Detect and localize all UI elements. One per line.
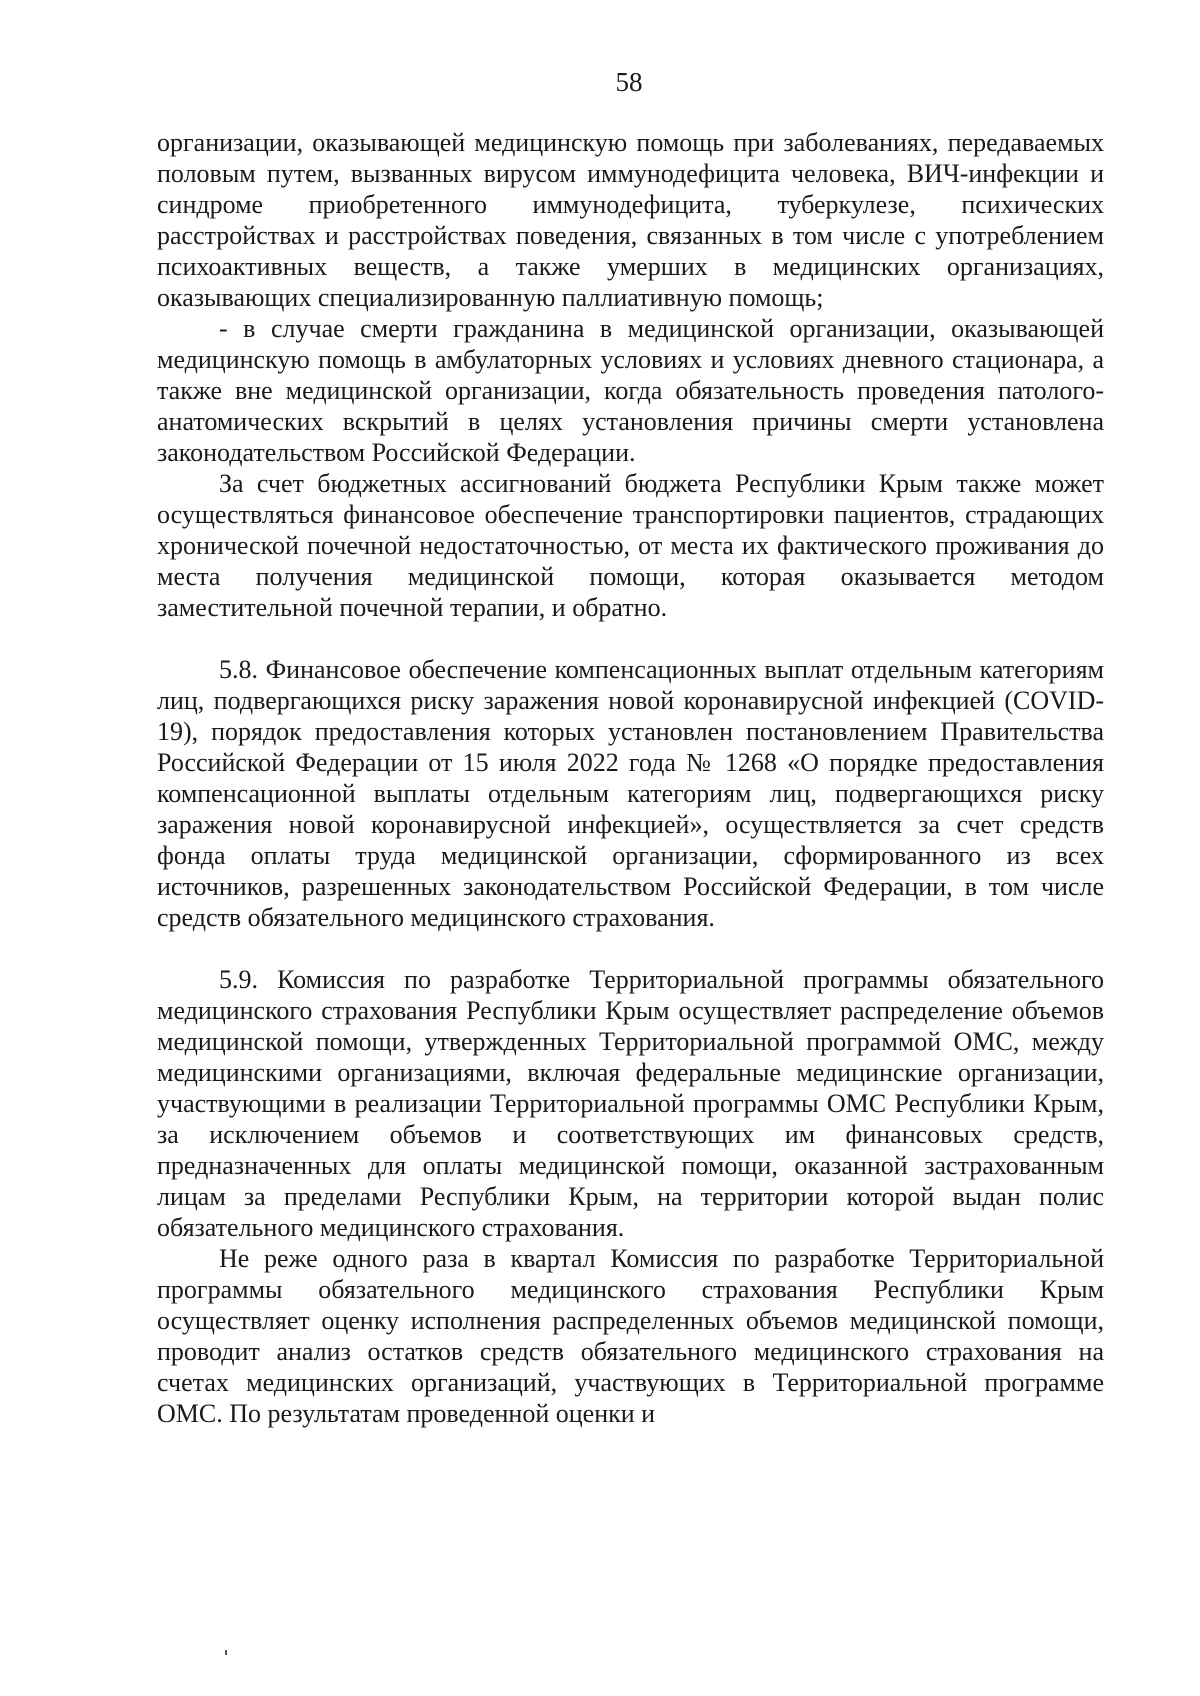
scan-artifact (225, 1650, 227, 1655)
paragraph-section-5-9: 5.9. Комиссия по разработке Территориальной программы обязательного медицинского страхования Республики Крым осуществляет распределение объемов медицинской помощи, утвержденных Территориальной программой ОМС, между медицинскими организациями, включая федеральные медицинские организации, участвующими в реализации Территориальной программы ОМС Республики Крым, за исключением объемов и соответствующих им финансовых средств, предназначенных для оплаты медицинской помощи, оказанной застрахованным лицам за пределами Республики Крым, на территории которой выдан полис обязательного медицинского страхования. (157, 965, 1104, 1242)
paragraph-death-outside-hospital: - в случае смерти гражданина в медицинской организации, оказывающей медицинскую помощь в амбулаторных условиях и условиях дневного стационара, а также вне медицинской организации, когда обязательность проведения патолого-анатомических вскрытий в целях установления причины смерти установлена законодательством Российской Федерации. (157, 314, 1104, 467)
paragraph-patient-transport: За счет бюджетных ассигнований бюджета Республики Крым также может осуществляться финансовое обеспечение транспортировки пациентов, страдающих хронической почечной недостаточностью, от места их фактического проживания до места получения медицинской помощи, которая оказывается методом заместительной почечной терапии, и обратно. (157, 469, 1104, 622)
document-body (157, 127, 1104, 1429)
paragraph-section-5-8: 5.8. Финансовое обеспечение компенсационных выплат отдельным категориям лиц, подвергающихся риску заражения новой коронавирусной инфекцией (COVID-19), порядок предоставления которых установлен постановлением Правительства Российской Федерации от 15 июля 2022 года № 1268 «О порядке предоставления компенсационной выплаты отдельным категориям лиц, подвергающихся риску заражения новой коронавирусной инфекцией», осуществляется за счет средств фонда оплаты труда медицинской организации, сформированного из всех источников, разрешенных законодательством Российской Федерации, в том числе средств обязательного медицинского страхования. (157, 655, 1104, 932)
paragraph-continuation: организации, оказывающей медицинскую помощь при заболеваниях, передаваемых половым путем, вызванных вирусом иммунодефицита человека, ВИЧ-инфекции и синдроме приобретенного иммунодефицита, туберкулезе, психических расстройствах и расстройствах поведения, связанных в том числе с употреблением психоактивных веществ, а также умерших в медицинских организациях, оказывающих специализированную паллиативную помощь; (157, 128, 1104, 312)
paragraph-quarterly-assessment: Не реже одного раза в квартал Комиссия по разработке Территориальной программы обязательного медицинского страхования Республики Крым осуществляет оценку исполнения распределенных объемов медицинской помощи, проводит анализ остатков средств обязательного медицинского страхования на счетах медицинских организаций, участвующих в Территориальной программе ОМС. По результатам проведенной оценки и (157, 1244, 1104, 1428)
page-number: 58 (615, 67, 643, 97)
